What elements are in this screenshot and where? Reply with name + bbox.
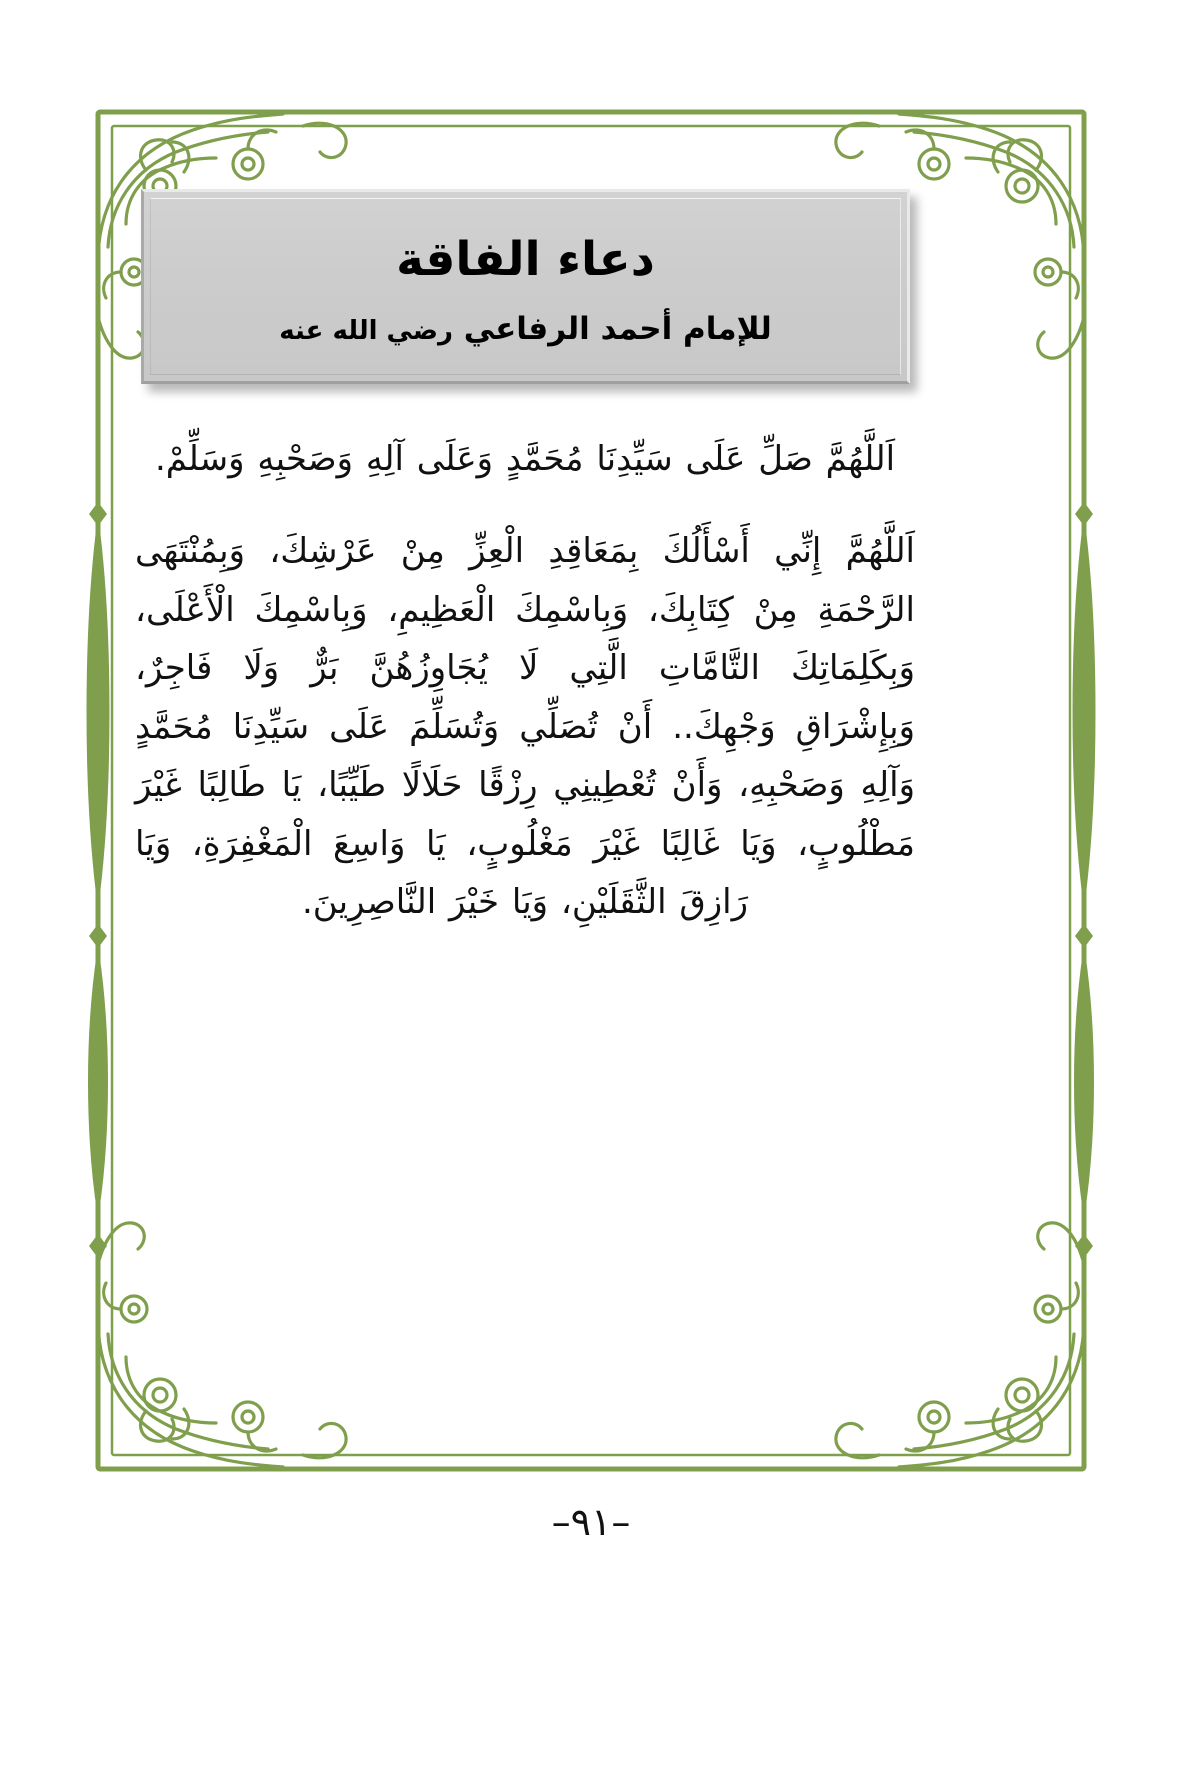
page-title: دعاء الفاقة bbox=[396, 231, 655, 287]
page-subtitle-author: للإمام أحمد الرفاعي bbox=[463, 311, 772, 348]
page-subtitle bbox=[279, 311, 772, 347]
title-plaque bbox=[141, 189, 910, 384]
body-text-area bbox=[135, 430, 915, 932]
paragraph-dua: اَللَّهُمَّ إِنِّي أَسْأَلُكَ بِمَعَاقِدِ الْعِزِّ مِنْ عَرْشِكَ، وَبِمُنْتَهَى الرَّحْمَةِ مِنْ كِتَابِكَ، وَبِاسْمِكَ الْعَظِيمِ، وَبِاسْمِكَ الْأَعْلَى، وَبِكَلِمَاتِكَ التَّامَّاتِ الَّتِي لَا يُجَاوِزُهُنَّ بَرٌّ وَلَا فَاجِرٌ، وَبِإِشْرَاقِ وَجْهِكَ.. أَنْ تُصَلِّي وَتُسَلِّمَ عَلَى سَيِّدِنَا مُحَمَّدٍ وَآلِهِ وَصَحْبِهِ، وَأَنْ تُعْطِينِي رِزْقًا حَلَالًا طَيِّبًا، يَا طَالِبًا غَيْرَ مَطْلُوبٍ، وَيَا غَالِبًا غَيْرَ مَغْلُوبٍ، يَا وَاسِعَ الْمَغْفِرَةِ، وَيَا رَازِقَ الثَّقَلَيْنِ، وَيَا خَيْرَ النَّاصِرِينَ. bbox=[135, 531, 915, 923]
honorific-phrase: رضي الله عنه bbox=[279, 316, 453, 347]
page-number: –٩١– bbox=[551, 1500, 631, 1544]
paragraph-salawat: اَللَّهُمَّ صَلِّ عَلَى سَيِّدِنَا مُحَمَّدٍ وَعَلَى آلِهِ وَصَحْبِهِ وَسَلِّمْ. bbox=[154, 439, 896, 479]
